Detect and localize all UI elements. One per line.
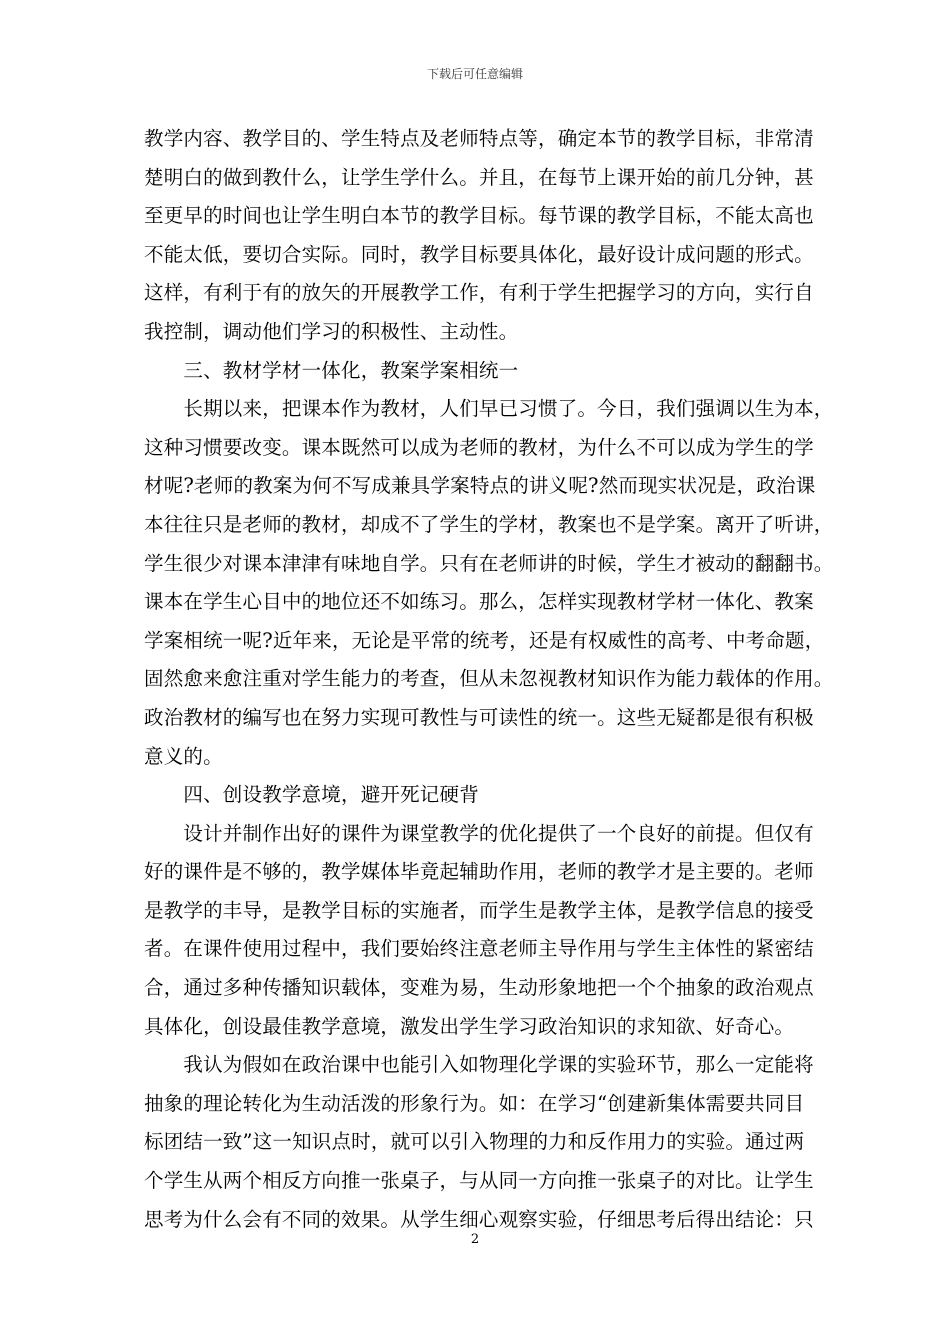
text-line: 是教学的丰导，是教学目标的实施者，而学生是教学主体，是教学信息的接受 [144, 898, 814, 922]
text-line: 这种习惯要改变。课本既然可以成为老师的教材，为什么不可以成为学生的学 [144, 435, 814, 459]
section-heading: 三、教材学材一体化，教案学案相统一 [144, 358, 519, 382]
section-heading: 四、创设教学意境，避开死记硬背 [144, 783, 479, 807]
text-line: 我控制，调动他们学习的积极性、主动性。 [144, 319, 519, 343]
text-line: 合，通过多种传播知识载体，变难为易，生动形象地把一个个抽象的政治观点 [144, 976, 814, 1000]
text-line: 意义的。 [144, 744, 223, 768]
text-line: 材呢?老师的教案为何不写成兼具学案特点的讲义呢?然而现实状况是，政治课 [144, 474, 816, 498]
document-body [144, 120, 834, 1239]
text-line: 者。在课件使用过程中，我们要始终注意老师主导作用与学生主体性的紧密结 [144, 937, 814, 961]
text-line: 学生很少对课本津津有味地自学。只有在老师讲的时候，学生才被动的翻翻书。 [144, 551, 834, 575]
text-line: 楚明白的做到教什么，让学生学什么。并且，在每节上课开始的前几分钟，甚 [144, 165, 814, 189]
text-line: 这样，有利于有的放矢的开展教学工作，有利于学生把握学习的方向，实行自 [144, 281, 814, 305]
text-line: 至更早的时间也让学生明白本节的教学目标。每节课的教学目标，不能太高也 [144, 204, 814, 228]
text-line: 学案相统一呢?近年来，无论是平常的统考，还是有权威性的高考、中考命题， [144, 628, 825, 652]
text-line: 我认为假如在政治课中也能引入如物理化学课的实验环节，那么一定能将 [144, 1053, 814, 1077]
text-line: 政治教材的编写也在努力实现可教性与可读性的统一。这些无疑都是很有积极 [144, 705, 814, 729]
text-line: 具体化，创设最佳教学意境，激发出学生学习政治知识的求知欲、好奇心。 [144, 1014, 795, 1038]
page-number: 2 [470, 1232, 480, 1247]
text-line: 固然愈来愈注重对学生能力的考查，但从未忽视教材知识作为能力载体的作用。 [144, 667, 834, 691]
text-line: 抽象的理论转化为生动活泼的形象行为。如：在学习“创建新集体需要共同目 [144, 1091, 805, 1115]
text-line: 个学生从两个相反方向推一张桌子，与从同一方向推一张桌子的对比。让学生 [144, 1169, 814, 1193]
text-line: 不能太低，要切合实际。同时，教学目标要具体化，最好设计成问题的形式。 [144, 242, 814, 266]
page-header: 下载后可任意编辑 [426, 67, 523, 81]
text-line: 教学内容、教学目的、学生特点及老师特点等，确定本节的教学目标，非常清 [144, 127, 814, 150]
text-line: 课本在学生心目中的地位还不如练习。那么，怎样实现教材学材一体化、教案 [144, 590, 814, 614]
text-line: 好的课件是不够的，教学媒体毕竟起辅助作用，老师的教学才是主要的。老师 [144, 860, 814, 884]
text-line: 标团结一致”这一知识点时，就可以引入物理的力和反作用力的实验。通过两 [144, 1130, 805, 1154]
text-line: 本往往只是老师的教材，却成不了学生的学材，教案也不是学案。离开了听讲， [144, 512, 834, 536]
text-line: 思考为什么会有不同的效果。从学生细心观察实验，仔细思考后得出结论：只 [144, 1207, 814, 1231]
text-line: 设计并制作出好的课件为课堂教学的优化提供了一个良好的前提。但仅有 [144, 821, 814, 845]
text-line: 长期以来，把课本作为教材，人们早已习惯了。今日，我们强调以生为本， [144, 397, 834, 421]
